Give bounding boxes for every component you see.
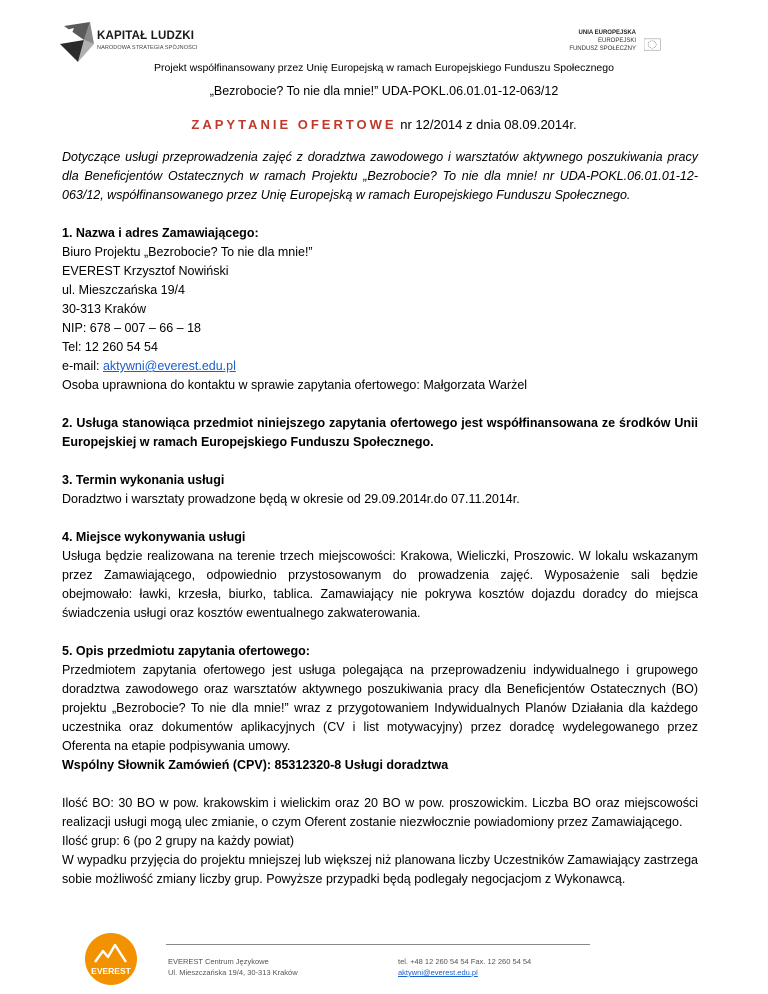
page-header — [0, 0, 768, 80]
groups-count: Ilość grup: 6 (po 2 grupy na każdy powiat) — [62, 834, 295, 848]
cofinancing-note: Projekt współfinansowany przez Unię Europejską w ramach Europejskiego Funduszu Społecznego — [154, 62, 614, 74]
email-link[interactable]: aktywni@everest.edu.pl — [102, 359, 236, 373]
eu-flag-icon — [644, 27, 688, 65]
eu-label-2: EUROPEJSKI — [597, 38, 636, 44]
section-3-text: Doradztwo i warsztaty prowadzone będą w okresie od 29.09.2014r.do 07.11.2014r. — [62, 492, 520, 506]
project-title: „Bezrobocie? To nie dla mnie!” UDA-POKL.06.01.01-12-063/12 — [209, 84, 559, 98]
offer-heading — [0, 117, 768, 132]
offer-number: nr 12/2014 z dnia 08.09.2014r. — [396, 117, 577, 132]
section-2 — [62, 414, 698, 452]
offer-label: ZAPYTANIE OFERTOWE — [191, 117, 397, 132]
email-label: e-mail: — [62, 359, 103, 373]
section-4-text: Usługa będzie realizowana na terenie trzech miejscowości: Krakowa, Wieliczki, Proszowic. W lokalu wskazanym przez Zamawiającego, odpowiednio przystosowanym do prowadzenia zajęć. Wyposażenie sali będzie obejmowało: ławki, krzesła, biurko, tablica. Zamawiający nie pokrywa kosztów dojazdu doradcy do miejsca świadczenia usługi oraz kosztów ewentualnego zakwaterowania. — [62, 549, 698, 620]
document-body — [62, 148, 698, 889]
section-3 — [62, 471, 698, 509]
kapital-ludzki-name: KAPITAŁ LUDZKI — [97, 30, 195, 42]
footer-divider — [166, 944, 590, 945]
section-1 — [62, 224, 698, 395]
page-footer — [0, 920, 768, 994]
eu-label-3: FUNDUSZ SPOŁECZNY — [569, 46, 636, 52]
section-5-text: Przedmiotem zapytania ofertowego jest usługa polegająca na przeprowadzeniu indywidualnego i grupowego doradztwa zawodowego oraz warsztatów aktywnego poszukiwania pracy dla Beneficjentów Ostatecznych (BO) projektu „Bezrobocie? To nie dla mnie!” wraz z przygotowaniem Indywidualnych Planów Działania dla każdego uczestnika oraz dokumentów aplikacyjnych (CV i list motywacyjny) przez doradcę wydelegowanego przez Oferenta na etapie podpisywania umowy. — [62, 663, 698, 753]
contact-person: Osoba uprawniona do kontaktu w sprawie zapytania ofertowego: Małgorzata Warżel — [62, 378, 528, 392]
kapital-ludzki-logo — [60, 22, 210, 64]
footer-phones: tel. +48 12 260 54 54 Fax. 12 260 54 54 — [398, 957, 532, 966]
footer-email-link[interactable]: aktywni@everest.edu.pl — [398, 968, 478, 977]
section-5 — [62, 642, 698, 775]
section-2-heading: 2. Usługa stanowiąca przedmiot niniejszego zapytania ofertowego jest współfinansowana ze środków Unii Europejskiej w ramach Europejskiego Funduszu Społecznego. — [62, 416, 698, 449]
address-line: Biuro Projektu „Bezrobocie? To nie dla mnie!” — [62, 245, 313, 259]
address-line: Tel: 12 260 54 54 — [62, 340, 158, 354]
address-line: NIP: 678 – 007 – 66 – 18 — [62, 321, 201, 335]
kapital-ludzki-subtitle: NARODOWA STRATEGIA SPÓJNOŚCI — [97, 45, 198, 51]
section-participants — [62, 794, 698, 889]
everest-logo-text: EVEREST — [91, 966, 131, 976]
section-5-heading: 5. Opis przedmiotu zapytania ofertowego: — [62, 644, 310, 658]
email-line — [62, 357, 698, 376]
participants-count: Ilość BO: 30 BO w pow. krakowskim i wielickim oraz 20 BO w pow. proszowickim. Liczba BO oraz miejscowości realizacji usługi mogą ulec zmianie, o czym Oferent zostanie niezwłocznie powiadomiony przez Zamawiającego. — [62, 796, 698, 829]
eu-label-1: UNIA EUROPEJSKA — [578, 30, 636, 36]
section-1-heading: 1. Nazwa i adres Zamawiającego: — [62, 226, 259, 240]
address-line: 30-313 Kraków — [62, 302, 147, 316]
section-4-heading: 4. Miejsce wykonywania usługi — [62, 530, 246, 544]
everest-logo — [84, 932, 138, 986]
intro-paragraph: Dotyczące usługi przeprowadzenia zajęć z doradztwa zawodowego i warsztatów aktywnego poszukiwania pracy dla Beneficjentów Ostatecznych w ramach Projektu „Bezrobocie? To nie dla mnie! nr UDA-POKL.06.01.01-12-063/12, współfinansowanego przez Unię Europejską w ramach Europejskiego Funduszu Społecznego. — [62, 150, 698, 202]
address-line: EVEREST Krzysztof Nowiński — [62, 264, 229, 278]
cpv-code: Wspólny Słownik Zamówień (CPV): 85312320-8 Usługi doradztwa — [62, 758, 449, 772]
address-line: ul. Mieszczańska 19/4 — [62, 283, 185, 297]
footer-company: EVEREST Centrum Językowe — [168, 957, 269, 966]
footer-address: Ul. Mieszczańska 19/4, 30-313 Kraków — [168, 968, 298, 977]
section-3-heading: 3. Termin wykonania usługi — [62, 473, 225, 487]
groups-change-note: W wypadku przyjęcia do projektu mniejszej lub większej niż planowana liczby Uczestników Zamawiający zastrzega sobie możliwość zmiany liczby grup. Powyższe przypadki będą podlegały negocjacjom z Wykonawcą. — [62, 853, 698, 886]
section-4 — [62, 528, 698, 623]
